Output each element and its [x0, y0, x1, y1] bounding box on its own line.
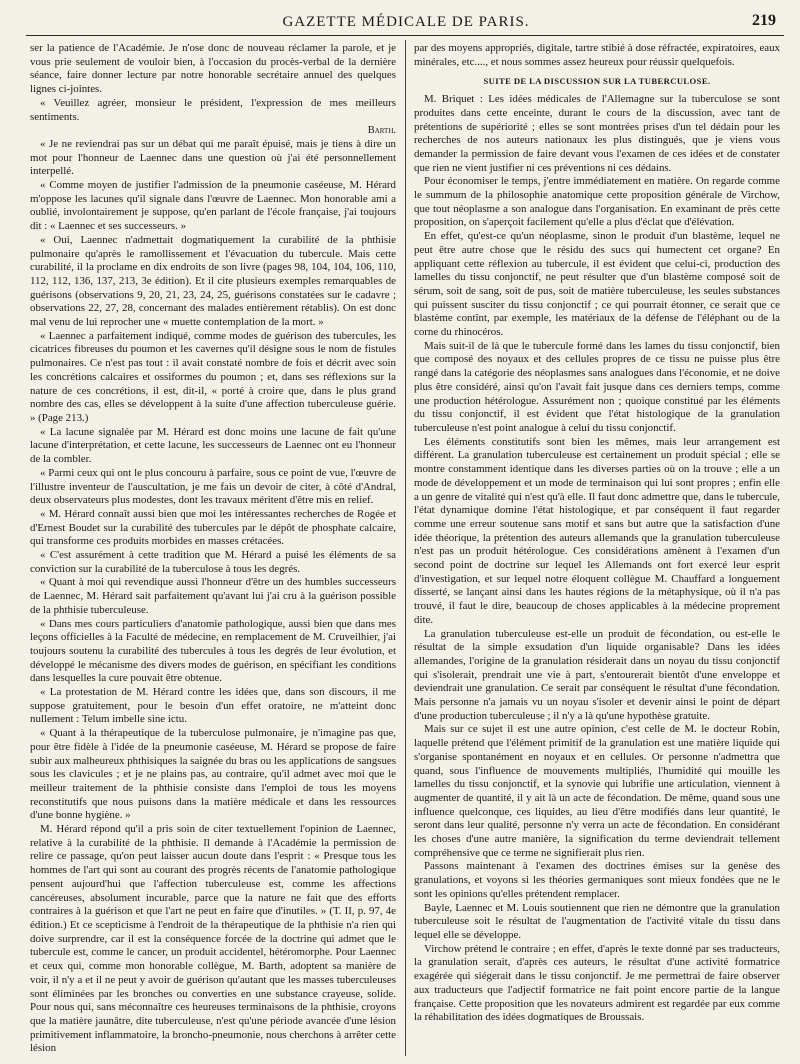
paragraph: « Veuillez agréer, monsieur le président, l'expression de mes meilleurs sentiments.	[30, 96, 396, 123]
paragraph: Bayle, Laennec et M. Louis soutiennent que rien ne démontre que la granulation tuberculeuse soit le résultat de l'augmentation de l'activité vitale du tissu dans lequel elle se développe.	[414, 901, 780, 941]
paragraph: « Je ne reviendrai pas sur un débat qui me paraît épuisé, mais je tiens à dire un mot pour l'honneur de Laennec dans une question où j'ai été personnellement interpellé.	[30, 137, 396, 178]
paragraph: « Dans mes cours particuliers d'anatomie pathologique, aussi bien que dans mes leçons officielles à la Faculté de médecine, en remplacement de M. Cruveilhier, j'ai toujours soutenu la curabilité des tubercules à tous les degrés de leur évolution, et développé le mécanisme des divers modes de guérison, en spécifiant les conditions dans lesquelles la cure pouvait être obtenue.	[30, 617, 396, 685]
paragraph: « M. Hérard connaît aussi bien que moi les intéressantes recherches de Rogée et d'Ernest Boudet sur la curabilité des tubercules par le dépôt de phosphate calcaire, qui transforme ces produits morbides en masses crétacées.	[30, 507, 396, 548]
section-heading: SUITE DE LA DISCUSSION SUR LA TUBERCULOSE.	[483, 76, 711, 87]
paragraph: ser la patience de l'Académie. Je n'ose donc de nouveau réclamer la parole, et je vous prie seulement de vouloir bien, à l'occasion du procès-verbal de la dernière séance, faire donner lecture par notre honorable secrétaire annuel des quelques lignes ci-jointes.	[30, 42, 396, 96]
paragraph: Pour économiser le temps, j'entre immédiatement en matière. On regarde comme le summum de la philosophie anatomique cette proposition générale de Virchow, que tout néoplasme a son analogue dans l'organisation. En examinant de près cette proposition, on s'aperçoit facilement qu'elle a plus d'éclat que d'élévation.	[414, 175, 780, 229]
left-column	[30, 42, 396, 1058]
journal-title: GAZETTE MÉDICALE DE PARIS.	[282, 14, 530, 30]
paragraph: « C'est assurément à cette tradition que M. Hérard a puisé les éléments de sa conviction sur la curabilité de la tuberculose à tous les degrés.	[30, 549, 396, 575]
paragraph: Virchow prétend le contraire ; en effet, d'après le texte donné par ses traducteurs, la granulation serait, d'après ces auteurs, le résultat d'une activité formatrice exagérée qui siégerait dans le tissu conjonctif. Je me permettrai de faire observer aux traducteurs que l'adjectif formatrice ne fait point encore partie de la langue française. Cette proposition que les novateurs admirent est regardée par eux comme la réhabilitation des idées dogmatiques de Broussais.	[414, 942, 780, 1024]
paragraph: « Comme moyen de justifier l'admission de la pneumonie caséeuse, M. Hérard m'oppose les lacunes qu'il signale dans l'œuvre de Laennec. Mon honorable ami a oublié, involontairement je suppose, qu'en parlant de l'école française, j'ai toujours dit : « Laennec et ses successeurs. »	[30, 179, 396, 233]
signature: Barth.	[367, 125, 396, 137]
paragraph: Passons maintenant à l'examen des doctrines émises sur la genèse des granulations, et voyons si les théories germaniques sont mieux fondées que ne le sont les opinions qu'elles prétendent remplacer.	[414, 860, 780, 900]
paragraph: M. Hérard répond qu'il a pris soin de citer textuellement l'opinion de Laennec, relative à la curabilité de la phthisie. Il demande à l'Académie la permission de relire ce passage, qu'on peut laisser aucun doute dans l'esprit : « Presque tous les hommes de l'art qui sont au courant des progrès récents de l'anatomie pathologique pensent aujourd'hui que l'affection tuberculeuse est, comme les affections cancéreuses, absolument incurable, parce que la nature ne fait que des efforts contraires à la guérison et que l'art ne peut en faire que d'inutiles. » (T. II, p. 97, 4e édition.) Et ce scepticisme à l'endroit de la thérapeutique de la phthisie n'a rien qui doive surprendre, car il est la conséquence forcée de la doctrine qui admet que le tubercule est, comme le cancer, un produit accidentel, hétéromorphe. Pour Laennec et ceux qui, comme mon honorable collègue, M. Barth, adoptent sa manière de voir, il n'y a et il ne peut y avoir de guérison qu'autant que les masses tuberculeuses sont éliminées par les bronches ou converties en une substance crayeuse, solide. Pour nous qui, sans méconnaître ces heureuses terminaisons de la phthisie, croyons que la matière jaunâtre, dite tuberculeuse, n'est qu'une période avancée d'une lésion primitivement inflammatoire, la broncho-pneumonie, nous cherchons à arrêter cette lésion	[30, 823, 396, 1055]
paragraph: En effet, qu'est-ce qu'un néoplasme, sinon le produit d'un blastème, lequel ne peut être autre chose que le résidu des sucs qui humectent cet organe? En appliquant cette réflexion au tubercule, il est évident que celui-ci, production des lamelles du tissu conjonctif, ne peut résulter que d'un blastème composé soit de sérum, soit de sang, soit de pus, soit de matière tuberculeuse, les seules substances qui puissent susciter du tissu conjonctif ; ce qui pourrait étonner, ce serait que ce blastème contînt, par exemple, les matériaux de la défense de l'éléphant ou de la corne du rhinocéros.	[414, 230, 780, 339]
paragraph: « La lacune signalée par M. Hérard est donc moins une lacune de fait qu'une lacune d'interprétation, et cette lacune, les successeurs de Laennec ont eu l'honneur de la combler.	[30, 425, 396, 466]
paragraph: La granulation tuberculeuse est-elle un produit de fécondation, ou est-elle le résultat de la simple exsudation d'un liquide organisable? Dans les idées allemandes, l'origine de la granulation résiderait dans un noyau du tissu conjonctif qui s'isolerait, prendrait une vie à part, s'entourerait bientôt d'une enveloppe et deviendrait une granulation. Ce serait par conséquent le résultat d'une fécondation. Mais personne n'a jamais vu un noyau s'isoler et devenir ainsi le point de départ d'une production tuberculeuse ; il n'y a là qu'une hypothèse gratuite.	[414, 627, 780, 722]
paragraph: « La protestation de M. Hérard contre les idées que, dans son discours, il me suppose gratuitement, pour le besoin d'un effet oratoire, ne m'atteint donc nullement : Telum imbelle sine ictu.	[30, 686, 396, 726]
paragraph: Mais suit-il de là que le tubercule formé dans les lames du tissu conjonctif, bien que composé des noyaux et des cellules propres de ce tissu ne puisse plus être rangé dans la catégorie des néoplasmes sans analogues dans l'économie, et ne doive plus être considéré, ainsi qu'on l'avait fait jusque dans ces derniers temps, comme une production hétérologue. Assurément non ; quoique constitué par les éléments du tissu conjonctif, il est évident que l'état histologique de la granulation tuberculeuse n'est point analogue à celui du tissu conjonctif.	[414, 339, 780, 434]
paragraph: Mais sur ce sujet il est une autre opinion, c'est celle de M. le docteur Robin, laquelle prétend que l'élément primitif de la granulation est une matière liquide qui s'organise spontanément en noyaux et en cellules. Or personne n'admettra que quand, sous l'influence de mouvements multipliés, l'humidité qui mouille les lamelles du tissu conjonctif, et la synovie qui lubrifie une articulation, viennent à augmenter de quantité, il y ait là un acte de fécondation. De même, quand sous une influence quelconque, ces liquides, au lieu d'être modifiés dans leur quantité, le seront dans leur qualité, personne n'y verra un acte de fécondation. En considérant les choses d'une autre manière, la signification du terme deviendrait tellement compréhensive que ce terme ne signifierait plus rien.	[414, 723, 780, 859]
page-header	[30, 10, 782, 36]
paragraph: « Oui, Laennec n'admettait dogmatiquement la curabilité de la phthisie pulmonaire qu'après le ramollissement et l'évacuation du tubercule. Mais cette curabilité, il la proclame en dix endroits de son livre (pages 98, 104, 104, 106, 110, 112, 112, 136, 137, 213, 3e édition). Et il cite plusieurs exemples remarquables de guérisons (observations 9, 20, 21, 23, 24, 25, guérisons constatées sur le cadavre ; observations 22, 27, 28, concernant des malades entièrement rétablis). On est donc mal venu de lui reprocher une « muette contemplation de la mort. »	[30, 233, 396, 329]
paragraph: par des moyens appropriés, digitale, tartre stibié à dose réfractée, expiratoires, eaux minérales, etc...., et nous sommes assez heureux pour réussir quelquefois.	[414, 42, 780, 68]
paragraph: « Parmi ceux qui ont le plus concouru à parfaire, sous ce point de vue, l'œuvre de l'illustre inventeur de l'auscultation, je me fais un devoir de citer, à côté d'Andral, deux observateurs plus modestes, dont les travaux méritent d'être mis en relief.	[30, 466, 396, 507]
header-rule	[26, 35, 784, 36]
paragraph: « Laennec a parfaitement indiqué, comme modes de guérison des tubercules, les cicatrices fibreuses du poumon et les cavernes qu'il désigne sous le nom de fistules pulmonaires. Ce n'est pas tout : il avait constaté nombre de fois et décrit avec soin les concrétions calcaires et ossiformes du poumon ; et, dans ses réflexions sur la nature de ces concrétions, il est, dit-il, « porté à croire que, dans le plus grand nombre des cas, elles se développent à la suite d'une affection tuberculeuse guérie. » (Page 213.)	[30, 329, 396, 424]
right-column	[414, 42, 780, 1058]
paragraph: « Quant à moi qui revendique aussi l'honneur d'être un des humbles successeurs de Laennec, M. Hérard sait parfaitement qu'avant lui j'ai cru à la guérison possible de la phthisie tuberculeuse.	[30, 576, 396, 616]
column-separator	[405, 40, 406, 1056]
paragraph: M. Briquet : Les idées médicales de l'Allemagne sur la tuberculose se sont produites dans cette enceinte, durant le cours de la discussion, avec tant de prétentions de supériorité ; elles se sont montrées prises d'un tel dédain pour les recherches de nos auteurs nationaux les plus distingués, que je viens vous demander la permission de faire devant vous l'examen de ces idées et de constater que rien ne vient justifier ni ces préventions ni ces dédains.	[414, 93, 780, 174]
page-number: 219	[752, 12, 776, 29]
paragraph: « Quant à la thérapeutique de la tuberculose pulmonaire, je n'imagine pas que, pour être fidèle à l'idée de la pneumonie caséeuse, M. Hérard se propose de faire subir aux malheureux phthisiques la saignée du bras ou les applications de sangsues sous les clavicules ; et je ne plains pas, au contraire, qu'il admet avec moi que le meilleur traitement de la phthisie consiste dans l'emploi de tous les moyens reconstitutifs que nous puisons dans la matière médicale et dans les ressources d'une bonne hygiène. »	[30, 727, 396, 822]
paragraph: Les éléments constitutifs sont bien les mêmes, mais leur arrangement est différent. La granulation tuberculeuse est certainement un produit spécial ; elle se montre constamment identique dans les diverses parties où on la trouve ; elle a un mode de développement et un mode de terminaison qui lui sont propres ; enfin elle a un genre de vitalité qui n'est qu'à elle. Il faut donc admettre que, dans le tubercule, l'état dynamique domine l'état histologique, et par conséquent il faut regarder comme une erreur soutenue sans motif et sans but autre que la satisfaction d'une idée théorique, la prétention des auteurs allemands que la granulation tuberculeuse n'est pas un produit hétérologue. Ces considérations amènent à l'examen d'un second point de doctrine sur lequel les Allemands ont fort exercé leur esprit d'investigation, et sur lequel notre éloquent collègue M. Chauffard a longuement disserté, se lançant ainsi dans les hautes régions de la métaphysique, où il n'a pas trouvé, il faut le dire, beaucoup de choses applicables à la médecine proprement dite.	[414, 435, 780, 626]
